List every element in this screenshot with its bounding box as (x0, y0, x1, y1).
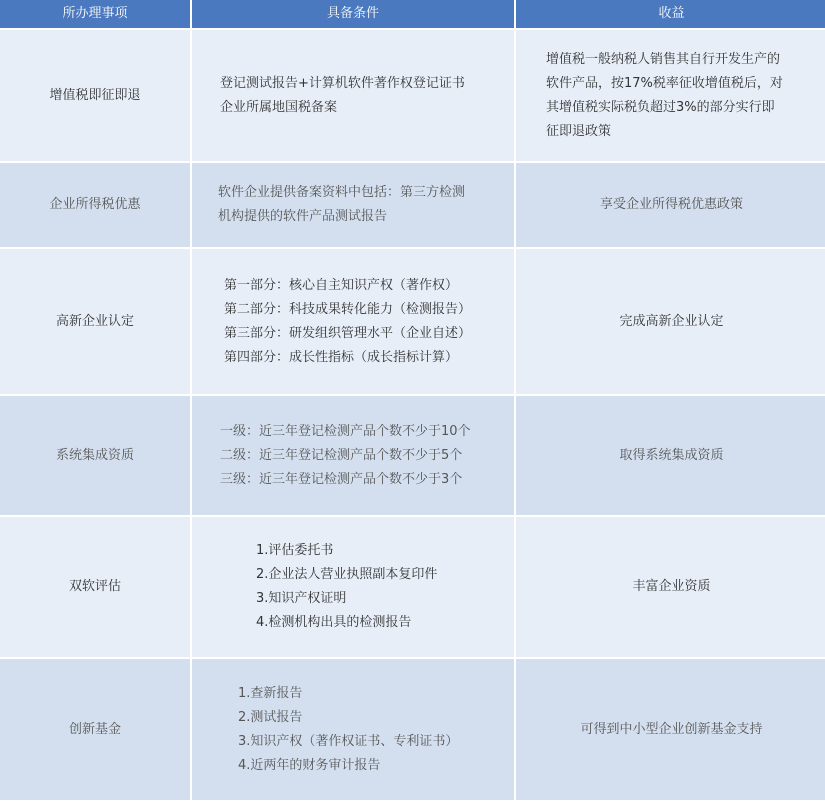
condition-line: 1.查新报告 (238, 685, 303, 701)
header-conditions: 具备条件 (192, 0, 514, 30)
conditions-list (192, 539, 437, 635)
row-conditions (192, 659, 514, 802)
row-benefit: 享受企业所得税优惠政策 (516, 163, 825, 249)
benefit-list (516, 48, 807, 144)
condition-line: 三级：近三年登记检测产品个数不少于3个 (220, 471, 463, 487)
condition-line: 4.近两年的财务审计报告 (238, 757, 381, 773)
header-benefit: 收益 (516, 0, 825, 30)
row-benefit (516, 30, 825, 163)
condition-line: 企业所属地国税备案 (220, 99, 338, 115)
header-item: 所办理事项 (0, 0, 190, 30)
row-conditions (192, 396, 514, 517)
row-item: 双软评估 (0, 517, 190, 659)
row-item: 企业所得税优惠 (0, 163, 190, 249)
condition-line: 第一部分：核心自主知识产权（著作权） (224, 277, 459, 293)
conditions-list (192, 274, 471, 370)
benefit-line: 其增值税实际税负超过3%的部分实行即 (546, 99, 775, 115)
condition-line: 二级：近三年登记检测产品个数不少于5个 (220, 447, 463, 463)
row-benefit: 丰富企业资质 (516, 517, 825, 659)
condition-line: 一级：近三年登记检测产品个数不少于10个 (220, 423, 471, 439)
row-conditions (192, 163, 514, 249)
row-benefit: 取得系统集成资质 (516, 396, 825, 517)
row-benefit: 可得到中小型企业创新基金支持 (516, 659, 825, 802)
benefit-line: 增值税一般纳税人销售其自行开发生产的 (546, 51, 781, 67)
condition-line: 2.企业法人营业执照副本复印件 (256, 567, 438, 582)
row-item: 系统集成资质 (0, 396, 190, 517)
conditions-list (192, 72, 465, 120)
benefit-line: 征即退政策 (546, 123, 612, 139)
conditions-list (192, 682, 458, 778)
condition-line: 3.知识产权证明 (256, 591, 347, 606)
row-item: 增值税即征即退 (0, 30, 190, 163)
row-conditions (192, 30, 514, 163)
row-benefit: 完成高新企业认定 (516, 249, 825, 396)
condition-line: 第二部分：科技成果转化能力（检测报告） (224, 301, 472, 317)
condition-line: 软件企业提供备案资料中包括：第三方检测 (218, 185, 466, 200)
conditions-list (192, 420, 471, 492)
condition-line: 1.评估委托书 (256, 543, 334, 558)
row-conditions (192, 249, 514, 396)
condition-line: 第四部分：成长性指标（成长指标计算） (224, 349, 459, 365)
row-conditions (192, 517, 514, 659)
condition-line: 登记测试报告+计算机软件著作权登记证书 (220, 75, 465, 91)
row-item: 创新基金 (0, 659, 190, 802)
condition-line: 4.检测机构出具的检测报告 (256, 615, 412, 630)
conditions-list (192, 181, 465, 229)
condition-line: 2.测试报告 (238, 709, 303, 725)
condition-line: 机构提供的软件产品测试报告 (218, 209, 388, 224)
condition-line: 3.知识产权（著作权证书、专利证书） (238, 733, 459, 749)
condition-line: 第三部分：研发组织管理水平（企业自述） (224, 325, 472, 341)
row-item: 高新企业认定 (0, 249, 190, 396)
benefit-line: 软件产品，按17%税率征收增值税后，对 (546, 75, 783, 91)
